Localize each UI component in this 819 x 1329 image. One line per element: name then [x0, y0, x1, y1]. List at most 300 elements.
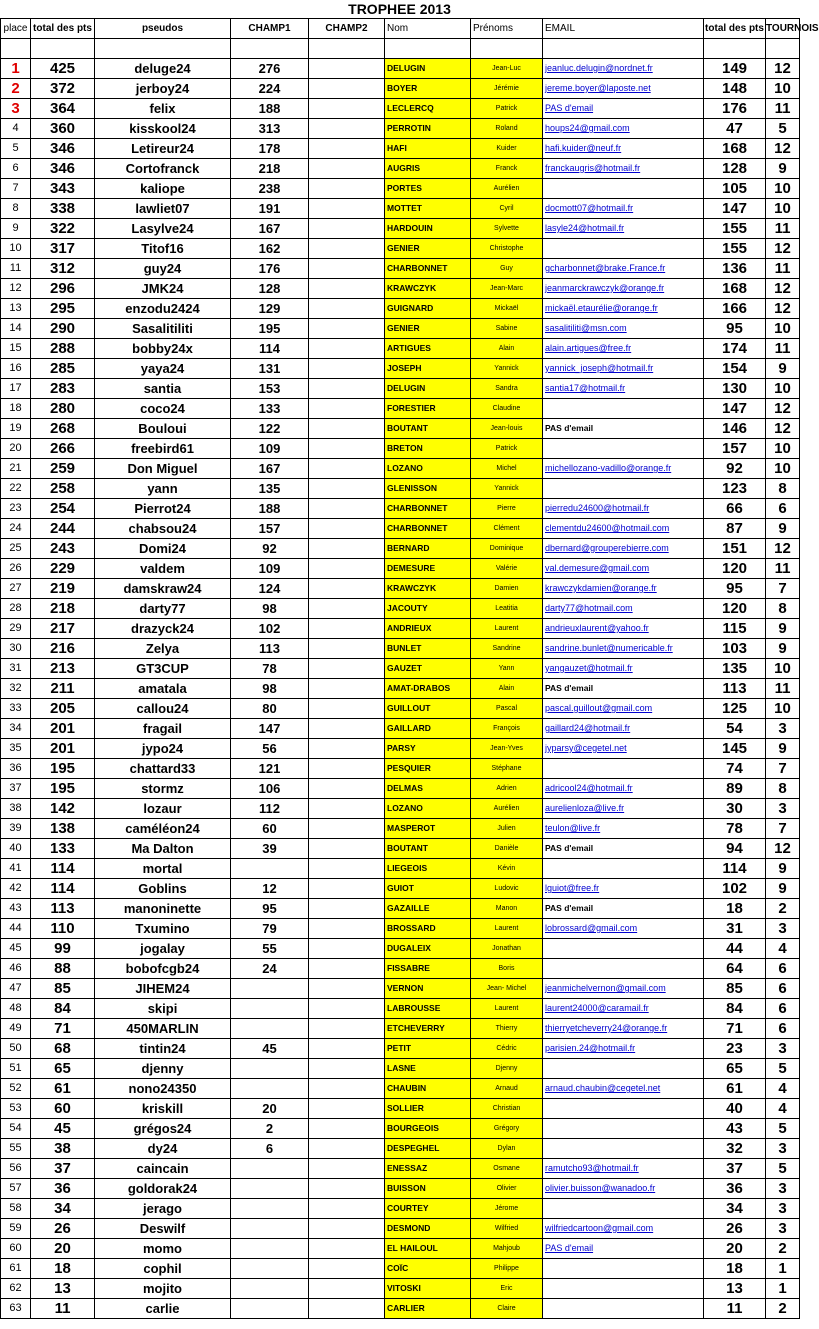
email-link[interactable]: lguiot@free.fr	[545, 883, 600, 893]
pseudo-cell: Deswilf	[95, 1219, 231, 1239]
email-cell	[543, 159, 704, 179]
email-link[interactable]: jyparsy@cegetel.net	[545, 743, 627, 753]
total-points-2-cell: 128	[704, 159, 766, 179]
pseudo-cell: jypo24	[95, 739, 231, 759]
total-points-cell: 113	[31, 899, 95, 919]
champ1-cell	[231, 1159, 309, 1179]
tournois-cell: 10	[766, 699, 800, 719]
prenom-cell: Danièle	[471, 839, 543, 859]
champ1-cell: 124	[231, 579, 309, 599]
pseudo-cell: yann	[95, 479, 231, 499]
table-row	[1, 919, 800, 939]
champ2-cell	[309, 119, 385, 139]
tournois-cell: 11	[766, 99, 800, 119]
email-link[interactable]: dbernard@grouperebierre.com	[545, 543, 669, 553]
place-cell: 30	[1, 639, 31, 659]
champ1-cell: 147	[231, 719, 309, 739]
place-cell: 56	[1, 1159, 31, 1179]
place-cell: 11	[1, 259, 31, 279]
tournois-cell: 11	[766, 679, 800, 699]
email-cell	[543, 759, 704, 779]
tournois-cell: 5	[766, 1119, 800, 1139]
champ1-cell	[231, 1239, 309, 1259]
table-body	[1, 19, 819, 1319]
email-cell	[543, 639, 704, 659]
total-points-2-cell: 44	[704, 939, 766, 959]
email-link[interactable]: clementdu24600@hotmail.com	[545, 523, 670, 533]
email-cell	[543, 739, 704, 759]
email-cell	[543, 799, 704, 819]
prenom-cell: Damien	[471, 579, 543, 599]
champ2-cell	[309, 739, 385, 759]
email-cell	[543, 179, 704, 199]
email-cell	[543, 419, 704, 439]
table-row	[1, 219, 800, 239]
prenom-cell: Jérémie	[471, 79, 543, 99]
nom-cell: CARLIER	[385, 1299, 471, 1319]
email-link[interactable]: jeanmichelvernon@gmail.com	[545, 983, 666, 993]
email-cell	[543, 299, 704, 319]
email-link[interactable]: thierryetcheverry24@orange.fr	[545, 1023, 668, 1033]
total-points-2-cell: 84	[704, 999, 766, 1019]
nom-cell: GUIOT	[385, 879, 471, 899]
tournois-cell: 4	[766, 1079, 800, 1099]
total-points-2-cell: 92	[704, 459, 766, 479]
pseudo-cell: coco24	[95, 399, 231, 419]
champ1-cell: 276	[231, 59, 309, 79]
email-link[interactable]: olivier.buisson@wanadoo.fr	[545, 1183, 656, 1193]
nom-cell: GENIER	[385, 319, 471, 339]
prenom-cell: Michel	[471, 459, 543, 479]
place-cell: 5	[1, 139, 31, 159]
nom-cell: HARDOUIN	[385, 219, 471, 239]
place-cell: 60	[1, 1239, 31, 1259]
email-cell	[543, 719, 704, 739]
total-points-cell: 36	[31, 1179, 95, 1199]
tournois-cell: 11	[766, 259, 800, 279]
prenom-cell: Christophe	[471, 239, 543, 259]
email-link[interactable]: gcharbonnet@brake.France.fr	[545, 263, 666, 273]
tournois-cell: 12	[766, 539, 800, 559]
place-cell: 53	[1, 1099, 31, 1119]
email-link[interactable]: lasyle24@hotmail.fr	[545, 223, 625, 233]
prenom-cell: Aurélien	[471, 179, 543, 199]
email-cell	[543, 59, 704, 79]
total-points-cell: 84	[31, 999, 95, 1019]
email-cell	[543, 1079, 704, 1099]
prenom-cell: Manon	[471, 899, 543, 919]
champ2-cell	[309, 1059, 385, 1079]
pseudo-cell: djenny	[95, 1059, 231, 1079]
email-link[interactable]: aurelienloza@live.fr	[545, 803, 625, 813]
pseudo-cell: enzodu2424	[95, 299, 231, 319]
tournois-cell: 9	[766, 619, 800, 639]
total-points-cell: 360	[31, 119, 95, 139]
email-link[interactable]: laurent24000@caramail.fr	[545, 1003, 649, 1013]
prenom-cell: Kuider	[471, 139, 543, 159]
pseudo-cell: JIHEM24	[95, 979, 231, 999]
pseudo-cell: freebird61	[95, 439, 231, 459]
tournois-cell: 9	[766, 859, 800, 879]
pseudo-cell: 450MARLIN	[95, 1019, 231, 1039]
prenom-cell: Boris	[471, 959, 543, 979]
spacer-row	[1, 39, 800, 59]
pseudo-cell: Domi24	[95, 539, 231, 559]
email-cell	[543, 79, 704, 99]
table-row	[1, 1039, 800, 1059]
email-link[interactable]: gaillard24@hotmail.fr	[545, 723, 631, 733]
prenom-cell: Leatitia	[471, 599, 543, 619]
champ2-cell	[309, 499, 385, 519]
email-cell	[543, 679, 704, 699]
champ2-cell	[309, 619, 385, 639]
champ2-cell	[309, 899, 385, 919]
total-points-cell: 13	[31, 1279, 95, 1299]
email-link[interactable]: sasalitiliti@msn.com	[545, 323, 627, 333]
pseudo-cell: lawliet07	[95, 199, 231, 219]
tournois-cell: 7	[766, 819, 800, 839]
email-cell	[543, 1279, 704, 1299]
email-link[interactable]: hafi.kuider@neuf.fr	[545, 143, 622, 153]
pseudo-cell: caincain	[95, 1159, 231, 1179]
prenom-cell: Franck	[471, 159, 543, 179]
email-link[interactable]: docmott07@hotmail.fr	[545, 203, 634, 213]
place-cell: 29	[1, 619, 31, 639]
place-cell: 54	[1, 1119, 31, 1139]
champ1-cell: 109	[231, 559, 309, 579]
total-points-cell: 317	[31, 239, 95, 259]
champ1-cell: 98	[231, 599, 309, 619]
pseudo-cell: darty77	[95, 599, 231, 619]
champ2-cell	[309, 939, 385, 959]
place-cell: 58	[1, 1199, 31, 1219]
table-row	[1, 499, 800, 519]
champ1-cell: 113	[231, 639, 309, 659]
place-cell: 43	[1, 899, 31, 919]
total-points-2-cell: 43	[704, 1119, 766, 1139]
total-points-2-cell: 18	[704, 1259, 766, 1279]
pseudo-cell: kaliope	[95, 179, 231, 199]
pseudo-cell: bobby24x	[95, 339, 231, 359]
nom-cell: MOTTET	[385, 199, 471, 219]
total-points-cell: 38	[31, 1139, 95, 1159]
champ2-cell	[309, 359, 385, 379]
place-cell: 28	[1, 599, 31, 619]
prenom-cell: Kévin	[471, 859, 543, 879]
nom-cell: FORESTIER	[385, 399, 471, 419]
total-points-2-cell: 136	[704, 259, 766, 279]
place-cell: 16	[1, 359, 31, 379]
champ1-cell: 122	[231, 419, 309, 439]
table-row	[1, 1259, 800, 1279]
email-link[interactable]: pierredu24600@hotmail.fr	[545, 503, 650, 513]
champ2-cell	[309, 1179, 385, 1199]
total-points-2-cell: 115	[704, 619, 766, 639]
place-cell: 61	[1, 1259, 31, 1279]
total-points-cell: 322	[31, 219, 95, 239]
email-cell	[543, 979, 704, 999]
champ2-cell	[309, 719, 385, 739]
pseudo-cell: Don Miguel	[95, 459, 231, 479]
nom-cell: MASPEROT	[385, 819, 471, 839]
table-row	[1, 1099, 800, 1119]
champ1-cell: 20	[231, 1099, 309, 1119]
pseudo-cell: kriskill	[95, 1099, 231, 1119]
tournois-cell: 12	[766, 419, 800, 439]
place-cell: 46	[1, 959, 31, 979]
email-link[interactable]: jeanmarckrawczyk@orange.fr	[545, 283, 665, 293]
place-cell: 8	[1, 199, 31, 219]
total-points-2-cell: 145	[704, 739, 766, 759]
email-link[interactable]: darty77@hotmail.com	[545, 603, 633, 613]
pseudo-cell: Zelya	[95, 639, 231, 659]
email-link[interactable]: ramutcho93@hotmail.fr	[545, 1163, 639, 1173]
total-points-cell: 296	[31, 279, 95, 299]
champ2-cell	[309, 59, 385, 79]
champ1-cell: 55	[231, 939, 309, 959]
total-points-2-cell: 123	[704, 479, 766, 499]
prenom-cell: Eric	[471, 1279, 543, 1299]
pseudo-cell: Pierrot24	[95, 499, 231, 519]
email-link[interactable]: teulon@live.fr	[545, 823, 601, 833]
pseudo-cell: momo	[95, 1239, 231, 1259]
email-cell	[543, 1119, 704, 1139]
email-link[interactable]: lobrossard@gmail.com	[545, 923, 638, 933]
total-points-2-cell: 54	[704, 719, 766, 739]
email-link[interactable]: michellozano-vadillo@orange.fr	[545, 463, 672, 473]
champ2-cell	[309, 199, 385, 219]
place-cell: 6	[1, 159, 31, 179]
total-points-cell: 218	[31, 599, 95, 619]
email-link[interactable]: val.demesure@gmail.com	[545, 563, 650, 573]
email-link[interactable]: mickaël.etaurélie@orange.fr	[545, 303, 658, 313]
prenom-cell: Jonathan	[471, 939, 543, 959]
total-points-cell: 372	[31, 79, 95, 99]
place-cell: 32	[1, 679, 31, 699]
nom-cell: PERROTIN	[385, 119, 471, 139]
place-cell: 50	[1, 1039, 31, 1059]
champ1-cell	[231, 1219, 309, 1239]
pseudo-cell: goldorak24	[95, 1179, 231, 1199]
prenom-cell: Pascal	[471, 699, 543, 719]
place-cell: 41	[1, 859, 31, 879]
tournois-cell: 11	[766, 339, 800, 359]
email-cell	[543, 359, 704, 379]
champ2-cell	[309, 459, 385, 479]
email-link[interactable]: yangauzet@hotmail.fr	[545, 663, 633, 673]
email-text: PAS d'email	[545, 843, 594, 853]
tournois-cell: 6	[766, 499, 800, 519]
place-cell: 7	[1, 179, 31, 199]
champ1-cell	[231, 859, 309, 879]
total-points-2-cell: 30	[704, 799, 766, 819]
place-cell: 39	[1, 819, 31, 839]
place-cell: 42	[1, 879, 31, 899]
total-points-cell: 216	[31, 639, 95, 659]
prenom-cell: Claudine	[471, 399, 543, 419]
total-points-cell: 99	[31, 939, 95, 959]
nom-cell: HAFI	[385, 139, 471, 159]
pseudo-cell: bobofcgb24	[95, 959, 231, 979]
email-link[interactable]: pascal.guillout@gmail.com	[545, 703, 653, 713]
total-points-cell: 26	[31, 1219, 95, 1239]
tournois-cell: 3	[766, 1139, 800, 1159]
pseudo-cell: yaya24	[95, 359, 231, 379]
prenom-cell: Patrick	[471, 439, 543, 459]
table-row	[1, 759, 800, 779]
champ2-cell	[309, 959, 385, 979]
tournois-cell: 5	[766, 1159, 800, 1179]
table-row	[1, 119, 800, 139]
pseudo-cell: Ma Dalton	[95, 839, 231, 859]
champ1-cell: 6	[231, 1139, 309, 1159]
total-points-2-cell: 151	[704, 539, 766, 559]
champ2-cell	[309, 699, 385, 719]
email-link[interactable]: santia17@hotmail.fr	[545, 383, 626, 393]
total-points-cell: 338	[31, 199, 95, 219]
table-row	[1, 619, 800, 639]
nom-cell: PORTES	[385, 179, 471, 199]
total-points-cell: 211	[31, 679, 95, 699]
place-cell: 63	[1, 1299, 31, 1319]
email-link[interactable]: yannick_joseph@hotmail.fr	[545, 363, 654, 373]
place-cell: 34	[1, 719, 31, 739]
email-link[interactable]: jeanluc.delugin@nordnet.fr	[545, 63, 653, 73]
email-cell	[543, 199, 704, 219]
nom-cell: KRAWCZYK	[385, 279, 471, 299]
prenom-cell: Grégory	[471, 1119, 543, 1139]
total-points-2-cell: 47	[704, 119, 766, 139]
prenom-cell: Jean-louis	[471, 419, 543, 439]
email-cell	[543, 479, 704, 499]
champ2-cell	[309, 1099, 385, 1119]
place-cell: 26	[1, 559, 31, 579]
total-points-cell: 244	[31, 519, 95, 539]
total-points-cell: 138	[31, 819, 95, 839]
email-cell	[543, 1219, 704, 1239]
email-link[interactable]: PAS d'email	[545, 1243, 594, 1253]
place-cell: 24	[1, 519, 31, 539]
total-points-2-cell: 147	[704, 199, 766, 219]
total-points-cell: 110	[31, 919, 95, 939]
email-link[interactable]: franckaugris@hotmail.fr	[545, 163, 641, 173]
nom-cell: LOZANO	[385, 459, 471, 479]
place-cell: 45	[1, 939, 31, 959]
prenom-cell: Osmane	[471, 1159, 543, 1179]
table-row	[1, 79, 800, 99]
nom-cell: ANDRIEUX	[385, 619, 471, 639]
pseudo-cell: cophil	[95, 1259, 231, 1279]
pseudo-cell: Titof16	[95, 239, 231, 259]
champ2-cell	[309, 479, 385, 499]
sheet-title: TROPHEE 2013	[348, 1, 451, 17]
table-row	[1, 99, 800, 119]
table-row	[1, 659, 800, 679]
nom-cell: DESPEGHEL	[385, 1139, 471, 1159]
tournois-cell: 12	[766, 59, 800, 79]
place-cell: 25	[1, 539, 31, 559]
pseudo-cell: Bouloui	[95, 419, 231, 439]
champ2-cell	[309, 379, 385, 399]
champ2-cell	[309, 1119, 385, 1139]
prenom-cell: Sandra	[471, 379, 543, 399]
nom-cell: LECLERCQ	[385, 99, 471, 119]
total-points-2-cell: 94	[704, 839, 766, 859]
nom-cell: COÏC	[385, 1259, 471, 1279]
nom-cell: AMAT-DRABOS	[385, 679, 471, 699]
nom-cell: GENIER	[385, 239, 471, 259]
total-points-cell: 60	[31, 1099, 95, 1119]
total-points-cell: 11	[31, 1299, 95, 1319]
email-text: PAS d'email	[545, 423, 594, 433]
email-link[interactable]: wilfriedcartoon@gmail.com	[545, 1223, 654, 1233]
champ2-cell	[309, 819, 385, 839]
nom-cell: DEMESURE	[385, 559, 471, 579]
nom-cell: CHAUBIN	[385, 1079, 471, 1099]
email-link[interactable]: alain.artigues@free.fr	[545, 343, 632, 353]
place-cell: 23	[1, 499, 31, 519]
prenom-cell: Jean-Marc	[471, 279, 543, 299]
ranking-table	[0, 18, 819, 1319]
table-row	[1, 439, 800, 459]
total-points-2-cell: 26	[704, 1219, 766, 1239]
place-cell: 22	[1, 479, 31, 499]
email-link[interactable]: adricool24@hotmail.fr	[545, 783, 633, 793]
email-link[interactable]: andrieuxlaurent@yahoo.fr	[545, 623, 649, 633]
place-cell: 2	[1, 79, 31, 99]
email-link[interactable]: sandrine.bunlet@numericable.fr	[545, 643, 673, 653]
tournois-cell: 6	[766, 959, 800, 979]
pseudo-cell: kisskool24	[95, 119, 231, 139]
prenom-cell: Olivier	[471, 1179, 543, 1199]
table-row	[1, 239, 800, 259]
pseudo-cell: guy24	[95, 259, 231, 279]
email-link[interactable]: PAS d'email	[545, 103, 594, 113]
total-points-cell: 195	[31, 759, 95, 779]
total-points-2-cell: 65	[704, 1059, 766, 1079]
prenom-cell: Clément	[471, 519, 543, 539]
email-link[interactable]: jereme.boyer@laposte.net	[545, 83, 651, 93]
email-link[interactable]: arnaud.chaubin@cegetel.net	[545, 1083, 661, 1093]
table-row	[1, 739, 800, 759]
champ1-cell: 167	[231, 459, 309, 479]
pseudo-cell: callou24	[95, 699, 231, 719]
place-cell: 49	[1, 1019, 31, 1039]
total-points-2-cell: 146	[704, 419, 766, 439]
tournois-cell: 10	[766, 379, 800, 399]
tournois-cell: 7	[766, 579, 800, 599]
email-cell	[543, 579, 704, 599]
total-points-2-cell: 89	[704, 779, 766, 799]
pseudo-cell: jogalay	[95, 939, 231, 959]
place-cell: 47	[1, 979, 31, 999]
nom-cell: DESMOND	[385, 1219, 471, 1239]
table-row	[1, 799, 800, 819]
prenom-cell: Wilfried	[471, 1219, 543, 1239]
email-link[interactable]: houps24@gmail.com	[545, 123, 630, 133]
email-link[interactable]: parisien.24@hotmail.fr	[545, 1043, 636, 1053]
prenom-cell: Cyril	[471, 199, 543, 219]
total-points-cell: 20	[31, 1239, 95, 1259]
email-link[interactable]: krawczykdamien@orange.fr	[545, 583, 657, 593]
champ2-cell	[309, 519, 385, 539]
champ1-cell: 157	[231, 519, 309, 539]
prenom-cell: Christian	[471, 1099, 543, 1119]
total-points-cell: 280	[31, 399, 95, 419]
champ1-cell: 78	[231, 659, 309, 679]
nom-cell: BOYER	[385, 79, 471, 99]
table-row	[1, 1239, 800, 1259]
